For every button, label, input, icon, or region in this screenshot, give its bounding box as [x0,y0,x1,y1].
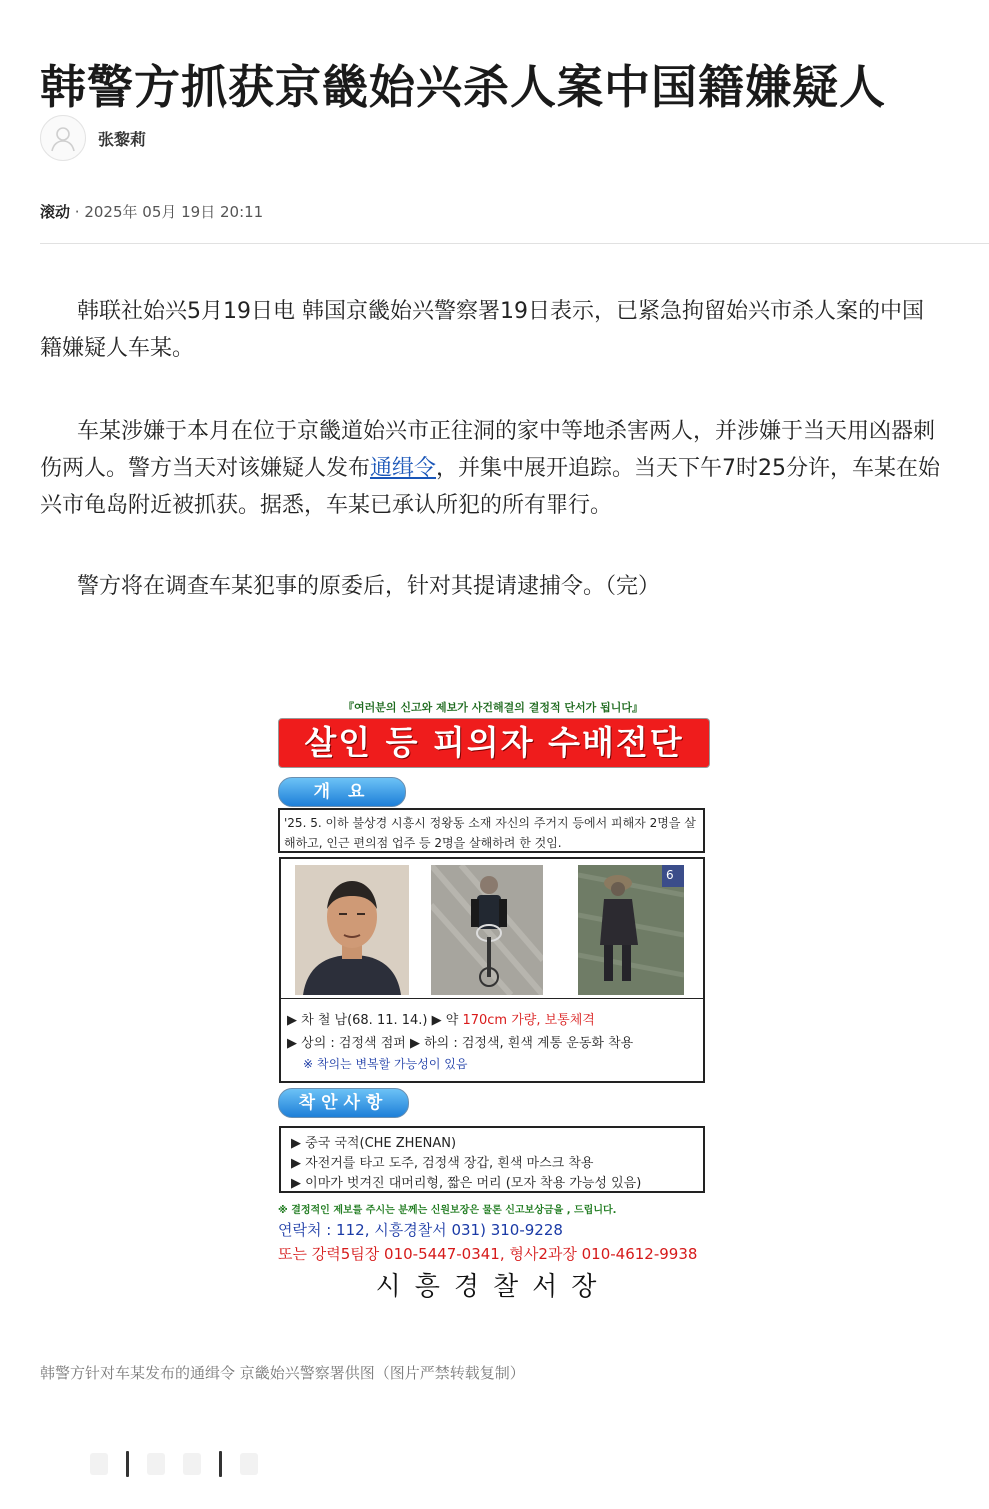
toolbar-icon[interactable] [183,1453,201,1475]
clothes-note: ※ 착의는 변복할 가능성이 있음 [303,1057,468,1071]
avatar[interactable] [40,115,86,161]
poster-notes [279,1126,705,1193]
author-row [40,115,146,161]
author-name[interactable]: 张黎莉 [98,129,147,149]
poster-section-overview: 개 요 [278,777,406,807]
toolbar-icon[interactable] [90,1453,108,1475]
suspect-height-build: 170cm 가량, 보통체격 [462,1013,595,1028]
meta-separator: · [70,203,85,221]
cctv-image-bicycle [431,865,543,995]
note-item: ▶ 중국 국적(CHE ZHENAN) [291,1136,457,1151]
poster-banner: 살인 등 피의자 수배전단 [278,718,710,768]
toolbar-icon[interactable] [147,1453,165,1475]
paragraph-1: 韩联社始兴5月19日电 韩国京畿始兴警察署19日表示，已紧急拘留始兴市杀人案的中国籍嫌疑人车某。 [40,299,924,361]
poster-signoff: 시흥경찰서장 [375,1272,611,1302]
toolbar-divider-icon [126,1451,129,1477]
article-title: 韩警方抓获京畿始兴杀人案中国籍嫌疑人 [40,59,886,114]
suspect-name-line [287,1009,595,1028]
channel-label[interactable]: 滚动 [40,203,71,221]
cctv-frame-number: 6 [666,868,674,882]
wanted-notice-link[interactable]: 通缉令 [370,456,437,481]
article-meta [40,201,263,222]
note-item: ▶ 자전거를 타고 도주, 검정색 장갑, 흰색 마스크 착용 [291,1156,594,1171]
paragraph-2-text-a: 车某涉嫌于本月在位于京畿道始兴市正往洞的家中等地杀害两人，并涉嫌于当天用凶器刺伤两人。警方当天对该嫌疑人发布 [40,419,936,481]
image-caption: 韩警方针对车某发布的通缉令 京畿始兴警察署供图（图片严禁转载复制） [40,1364,525,1382]
suspect-clothes: ▶ 상의 : 검정색 점퍼 ▶ 하의 : 검정색, 흰색 계통 운동화 착용 [287,1036,634,1051]
wanted-poster-image[interactable] [277,697,709,1302]
toolbar-divider-icon [219,1451,222,1477]
cctv-image-walking [578,865,684,995]
reward-notice: ※ 결정적인 제보를 주시는 분께는 신원보장은 물론 신고보상금을 , 드립니다. [278,1205,617,1216]
user-avatar-icon [48,123,78,153]
toolbar-icon[interactable] [240,1453,258,1475]
contact-line-1: 연락처 : 112, 시흥경찰서 031) 310-9228 [278,1221,563,1239]
suspect-name: ▶ 차 철 남(68. 11. 14.) ▶ 약 [287,1013,463,1028]
suspect-portrait [295,865,409,995]
poster-section-notes: 착안사항 [278,1088,409,1118]
paragraph-3: 警方将在调查车某犯事的原委后，针对其提请逮捕令。（完） [77,574,661,599]
poster-photo-box [279,857,705,1083]
poster-summary: '25. 5. 이하 불상경 시흥시 정왕동 소재 자신의 주거지 등에서 피해자 2명을 살해하고, 인근 편의점 업주 등 2명을 살해하려 한 것임. [278,808,705,853]
bottom-toolbar [90,1447,330,1481]
contact-line-2: 또는 강력5팀장 010-5447-0341, 형사2과장 010-4612-9938 [278,1245,698,1263]
suspect-details [281,998,703,1082]
publish-datetime: 2025年 05月 19日 20:11 [84,203,264,221]
paragraph-2 [40,413,945,524]
note-item: ▶ 이마가 벗겨진 대머리형, 짧은 머리 (모자 착용 가능성 있음) [291,1176,642,1191]
paragraph-2-text-b: ，并集中展开追踪。当天下午7时25分许，车某在始兴市龟岛附近被抓获。据悉，车某已承认所犯的所有罪行。 [40,456,941,518]
divider [40,243,989,244]
poster-tagline: 『여러분의 신고와 제보가 사건해결의 결정적 단서가 됩니다』 [343,701,643,714]
